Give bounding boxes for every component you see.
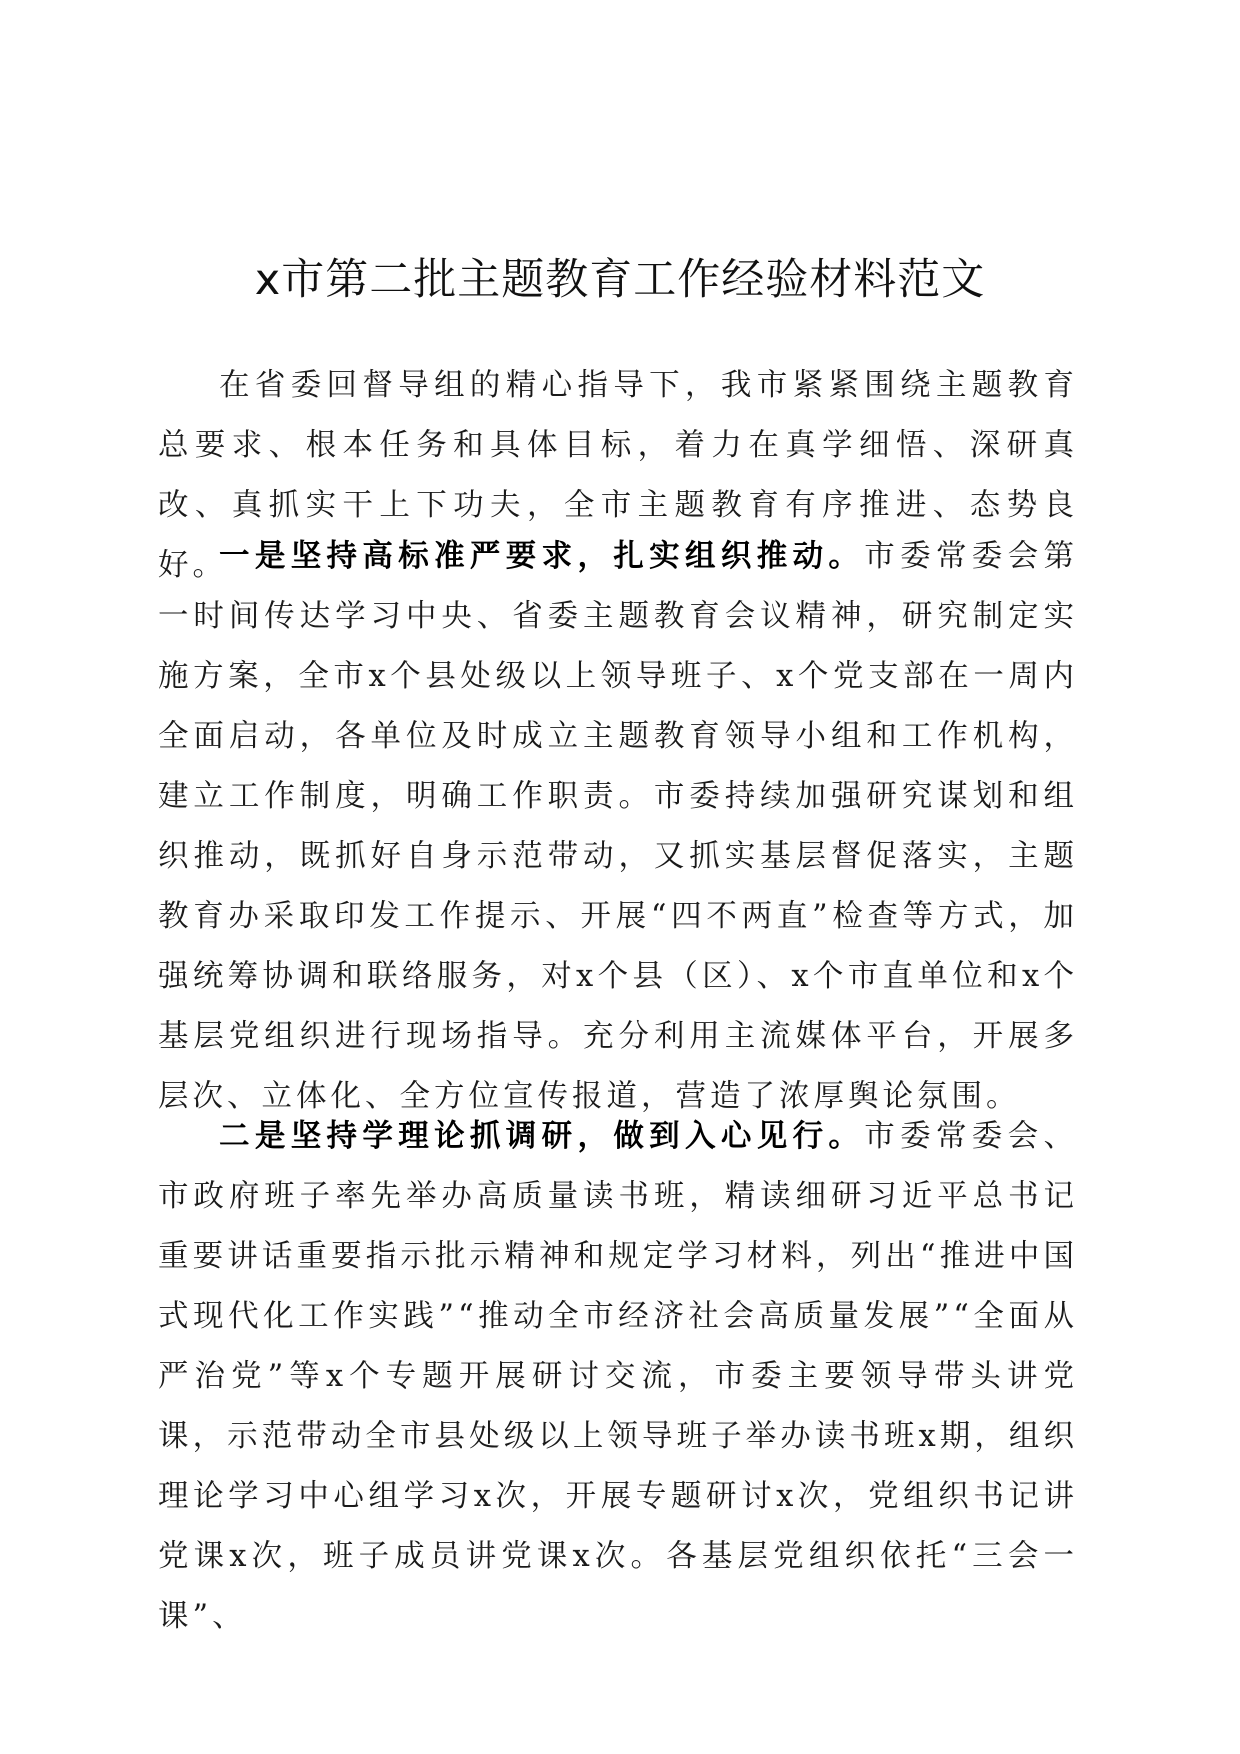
paragraph-point-two-text: 市委常委会、市政府班子率先举办高质量读书班，精读细研习近平总书记重要讲话重要指示批示精神和规定学习材料，列出“推进中国式现代化工作实践”“推动全市经济社会高质量发展”“全面从严治党”等x个专题开展研讨交流，市委主要领导带头讲党课，示范带动全市县处级以上领导班子举办读书班x期，组织理论学习中心组学习x次，开展专题研讨x次，党组织书记讲党课x次，班子成员讲党课x次。各基层党组织依托“三会一课”、: [158, 1119, 1079, 1634]
paragraph-point-two-heading: 二是坚持学理论抓调研，做到入心见行。: [219, 1119, 865, 1154]
paragraph-point-one-text: 市委常委会第一时间传达学习中央、省委主题教育会议精神，研究制定实施方案，全市x个县处级以上领导班子、x个党支部在一周内全面启动，各单位及时成立主题教育领导小组和工作机构，建立工作制度，明确工作职责。市委持续加强研究谋划和组织推动，既抓好自身示范带动，又抓实基层督促落实，主题教育办采取印发工作提示、开展“四不两直”检查等方式，加强统筹协调和联络服务，对x个县（区）、x个市直单位和x个基层党组织进行现场指导。充分利用主流媒体平台，开展多层次、立体化、全方位宣传报道，营造了浓厚舆论氛围。: [158, 539, 1079, 1114]
paragraph-point-two: [158, 1107, 1078, 1647]
paragraph-intro-text: 在省委回督导组的精心指导下，我市紧紧围绕主题教育总要求、根本任务和具体目标，着力在真学细悟、深研真改、真抓实干上下功夫，全市主题教育有序推进、态势良好。: [158, 368, 1078, 583]
paragraph-point-one-heading: 一是坚持高标准严要求，扎实组织推动。: [219, 539, 865, 574]
document-title: x市第二批主题教育工作经验材料范文: [254, 255, 986, 305]
paragraph-point-one: [158, 527, 1078, 1127]
